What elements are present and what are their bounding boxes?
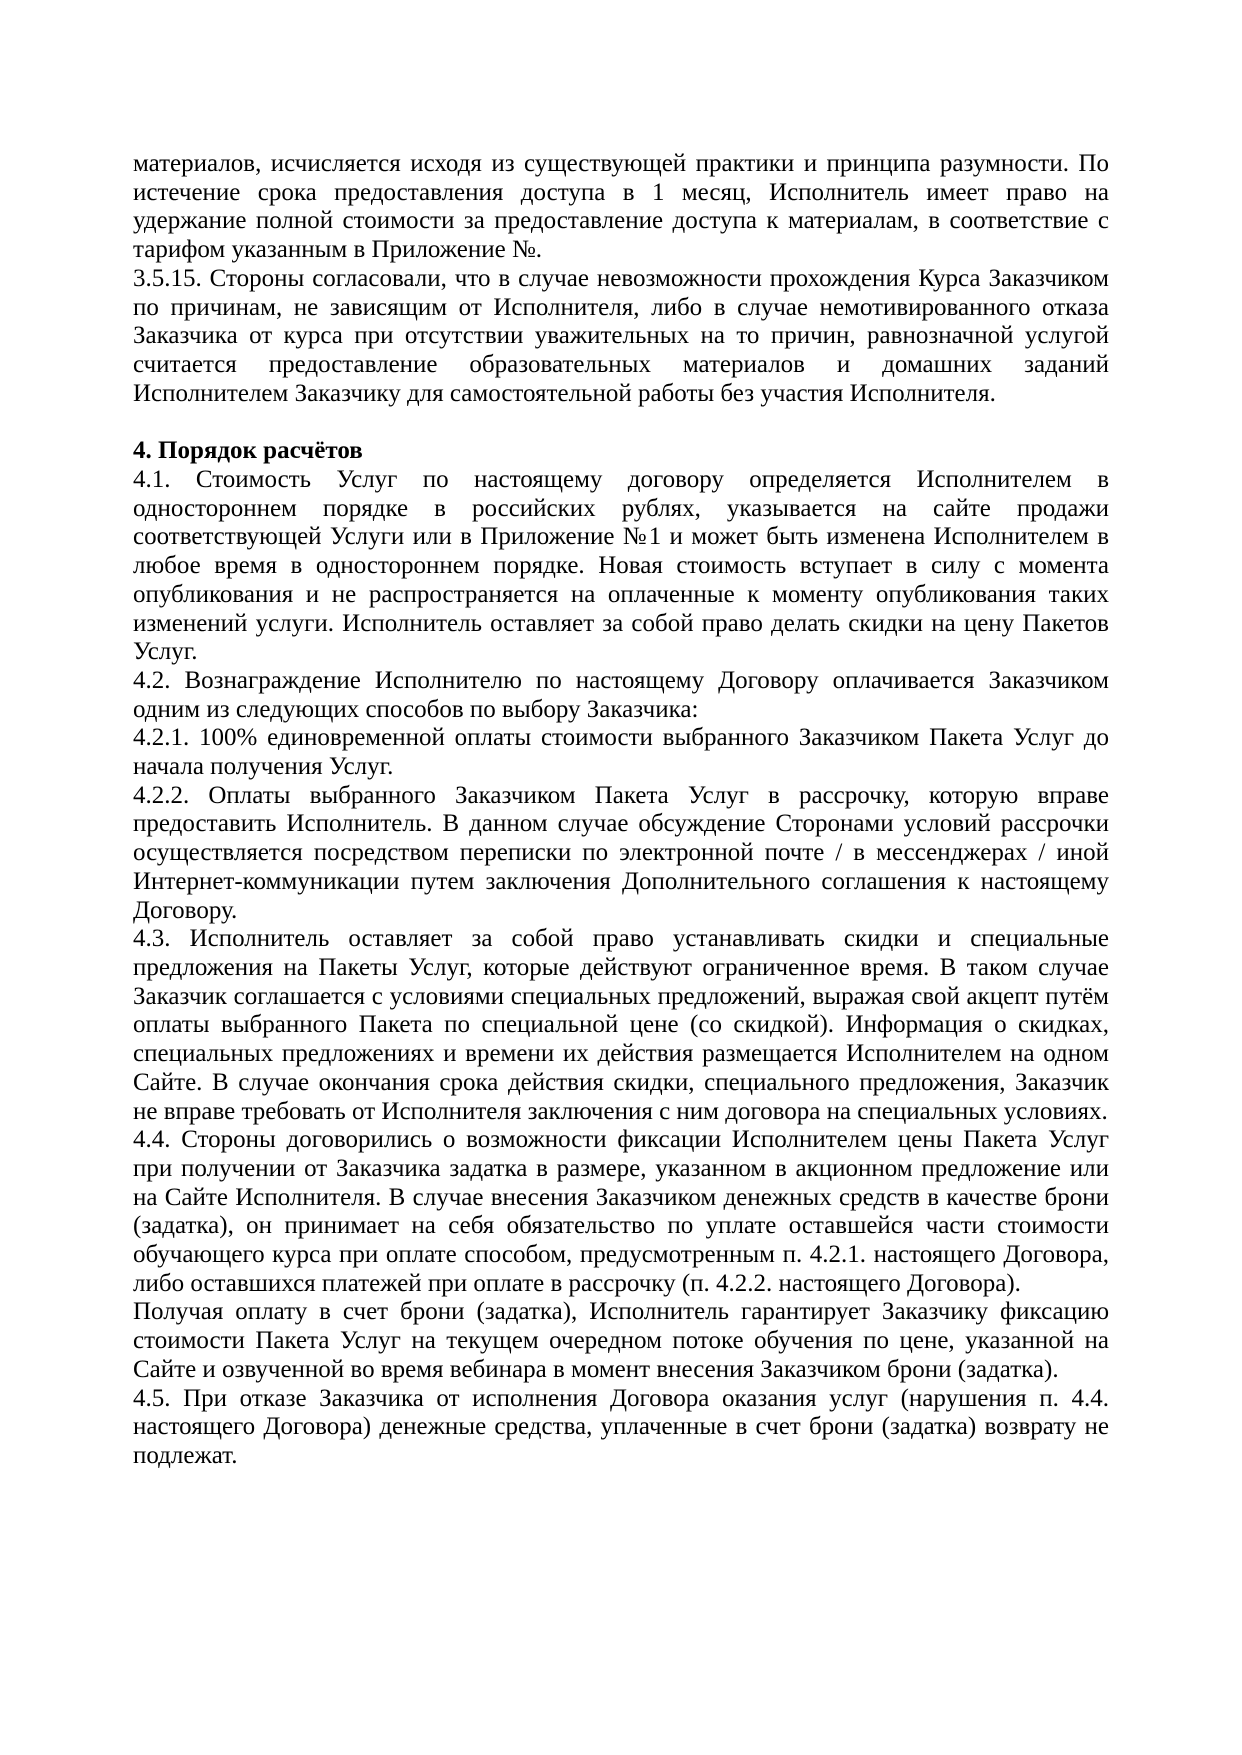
section-4-heading: 4. Порядок расчётов [133,437,363,465]
clause-4-3: 4.3. Исполнитель оставляет за собой право устанавливать скидки и специальные предложения на Пакеты Услуг, которые действуют ограниченное время. В таком случае Заказчик соглашается с условиями специальных предложений, выражая свой акцепт путём оплаты выбранного Пакета по специальной цене (со скидкой). Информация о скидках, специальных предложениях и времени их действия размещается Исполнителем на одном Сайте. В случае окончания срока действия скидки, специального предложения, Заказчик не вправе требовать от Исполнителя заключения с ним договора на специальных условиях. [133,925,1109,1125]
clause-4-5: 4.5. При отказе Заказчика от исполнения Договора оказания услуг (нарушения п. 4.4. настоящего Договора) денежные средства, уплаченные в счет брони (задатка) возврату не подлежат. [133,1384,1109,1469]
clause-4-2: 4.2. Вознаграждение Исполнителю по настоящему Договору оплачивается Заказчиком одним из следующих способов по выбору Заказчика: [133,666,1109,723]
clause-4-4-note: Получая оплату в счет брони (задатка), Исполнитель гарантирует Заказчику фиксацию стоимости Пакета Услуг на текущем очередном потоке обучения по цене, указанной на Сайте и озвученной во время вебинара в момент внесения Заказчиком брони (задатка). [133,1298,1109,1383]
clause-4-4: 4.4. Стороны договорились о возможности фиксации Исполнителем цены Пакета Услуг при получении от Заказчика задатка в размере, указанном в акционном предложение или на Сайте Исполнителя. В случае внесения Заказчиком денежных средств в качестве брони (задатка), он принимает на себя обязательство по уплате оставшейся части стоимости обучающего курса при оплате способом, предусмотренным п. 4.2.1. настоящего Договора, либо оставшихся платежей при оплате в рассрочку (п. 4.2.2. настоящего Договора). [133,1126,1109,1297]
document-text-block [133,150,1109,1471]
clause-3-5-15: 3.5.15. Стороны согласовали, что в случае невозможности прохождения Курса Заказчиком по причинам, не зависящим от Исполнителя, либо в случае немотивированного отказа Заказчика от курса при отсутствии уважительных на то причин, равнозначной услугой считается предоставление образовательных материалов и домашних заданий Исполнителем Заказчику для самостоятельной работы без участия Исполнителя. [133,264,1109,407]
clause-4-2-2: 4.2.2. Оплаты выбранного Заказчиком Пакета Услуг в рассрочку, которую вправе предоставить Исполнитель. В данном случае обсуждение Сторонами условий рассрочки осуществляется посредством переписки по электронной почте / в мессенджерах / иной Интернет-коммуникации путем заключения Дополнительного соглашения к настоящему Договору. [133,781,1109,924]
clause-4-2-1: 4.2.1. 100% единовременной оплаты стоимости выбранного Заказчиком Пакета Услуг до начала получения Услуг. [133,724,1109,781]
clause-3-5-14-continuation: материалов, исчисляется исходя из существующей практики и принципа разумности. По истечение срока предоставления доступа в 1 месяц, Исполнитель имеет право на удержание полной стоимости за предоставление доступа к материалам, в соответствие с тарифом указанным в Приложение №. [133,150,1109,264]
clause-4-1: 4.1. Стоимость Услуг по настоящему договору определяется Исполнителем в одностороннем порядке в российских рублях, указывается на сайте продажи соответствующей Услуги или в Приложение №1 и может быть изменена Исполнителем в любое время в одностороннем порядке. Новая стоимость вступает в силу с момента опубликования и не распространяется на оплаченные к моменту опубликования таких изменений услуги. Исполнитель оставляет за собой право делать скидки на цену Пакетов Услуг. [133,466,1109,666]
